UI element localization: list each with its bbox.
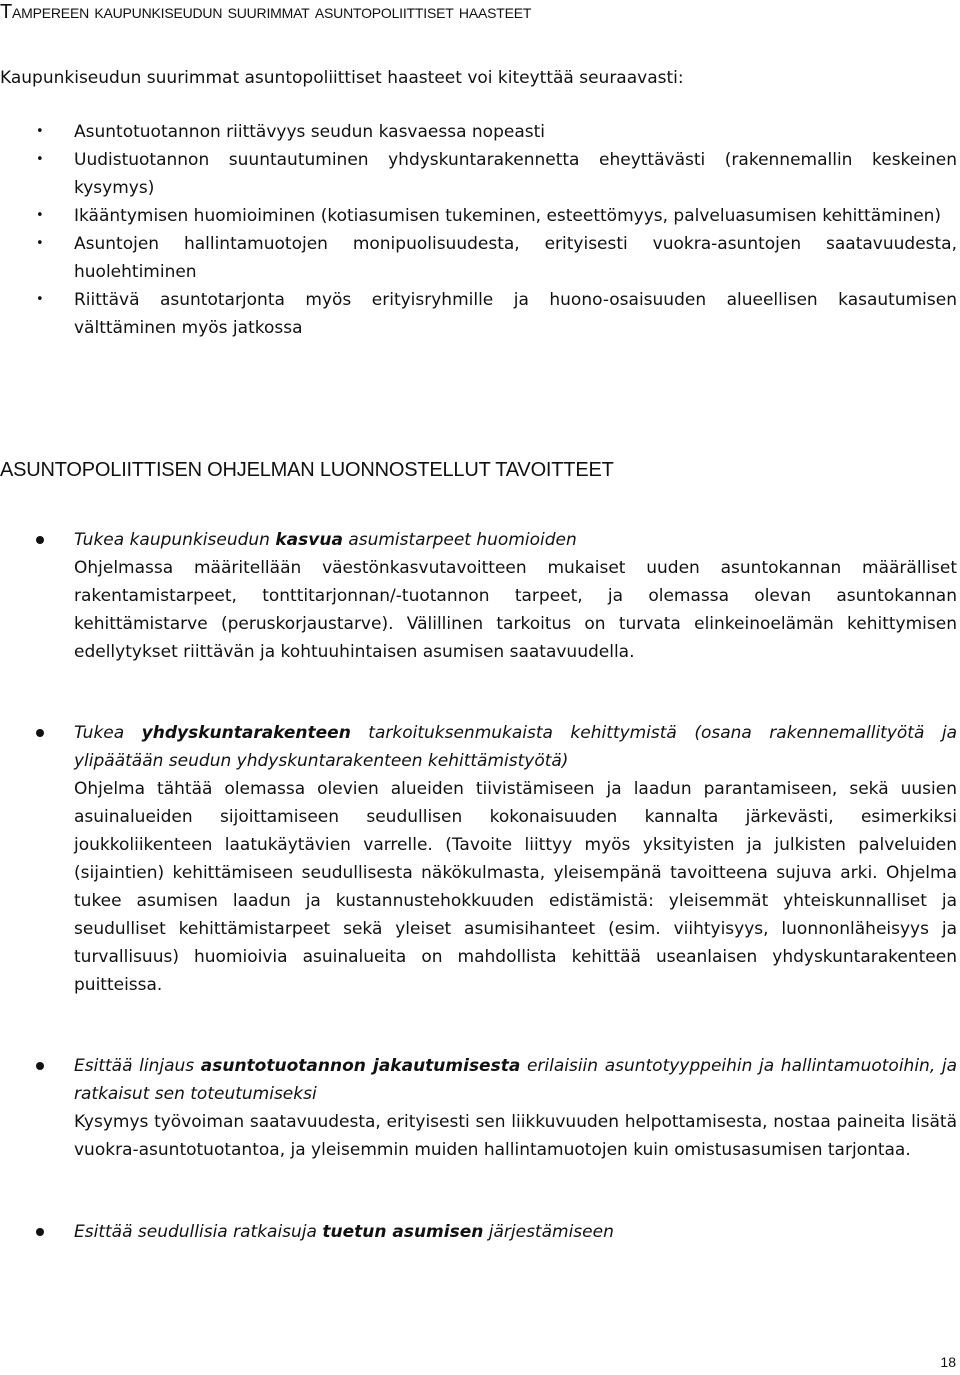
bullet-icon: •	[36, 152, 44, 167]
challenge-item-2: • Uudistuotannon suuntautuminen yhdyskuntarakennetta eheyttävästi (rakennemallin keskeinen kysymys)	[36, 146, 957, 202]
challenge-item-3: • Ikääntymisen huomioiminen (kotiasumisen tukeminen, esteettömyys, palveluasumisen kehittäminen)	[36, 202, 957, 230]
goal-heading: Esittää seudullisia ratkaisuja tuetun asumisen järjestämiseen	[36, 1218, 957, 1246]
goal-body: Ohjelma tähtää olemassa olevien alueiden tiivistämiseen ja laadun parantamiseen, sekä uusien asuinalueiden sijoittamiseen seudullisen kokonaisuuden kannalta järkevästi, esimerkiksi joukkoliikenteen laatukäytävien varrelle. (Tavoite liittyy myös yksityisten ja julkisten palveluiden (sijaintien) kehittämiseen seudullisesta näkökulmasta, yleisempänä tavoitteena sujuva arki. Ohjelma tukee asumisen laadun ja kustannustehokkuuden edistämistä: yleisemmät yhteiskunnalliset ja seudulliset kehittämistarpeet sekä yleiset asumisihanteet (esim. viihtyisyys, luonnonläheisyys ja turvallisuus) huomioivia asuinalueita on mahdollista kehittää useanlaisen yhdyskuntarakenteen puitteissa.	[74, 779, 957, 995]
goal-item-2	[36, 719, 957, 999]
goal-body: Ohjelmassa määritellään väestönkasvutavoitteen mukaiset uuden asuntokannan määrälliset rakentamistarpeet, tonttitarjonnan/-tuotannon tarpeet, ja olemassa olevan asuntokannan kehittämistarve (peruskorjaustarve). Välillinen tarkoitus on turvata elinkeinoelämän kehittymisen edellytykset riittävän ja kohtuuhintaisen asumisen saatavuudella.	[74, 558, 957, 662]
bullet-icon	[36, 729, 44, 737]
challenges-list	[36, 118, 957, 342]
goal-heading: Tukea yhdyskuntarakenteen tarkoituksenmukaista kehittymistä (osana rakennemallityötä ja ylipäätään seudun yhdyskuntarakenteen kehittämistyötä)	[36, 719, 957, 775]
bullet-icon: •	[36, 208, 44, 223]
goal-item-1	[36, 526, 957, 666]
bullet-icon: •	[36, 236, 44, 251]
section-heading-goals: ASUNTOPOLIITTISEN OHJELMAN LUONNOSTELLUT TAVOITTEET	[0, 459, 614, 481]
bullet-icon: •	[36, 124, 44, 139]
bullet-icon	[36, 1228, 44, 1236]
intro-paragraph: Kaupunkiseudun suurimmat asuntopoliittiset haasteet voi kiteyttää seuraavasti:	[0, 68, 684, 88]
bullet-icon	[36, 536, 44, 544]
section-heading-challenges: Tampereen kaupunkiseudun suurimmat asuntopoliittiset haasteet	[0, 1, 532, 23]
goal-heading: Esittää linjaus asuntotuotannon jakautumisesta erilaisiin asuntotyyppeihin ja hallintamuotoihin, ja ratkaisut sen toteutumiseksi	[36, 1052, 957, 1108]
goal-heading: Tukea kaupunkiseudun kasvua asumistarpeet huomioiden	[36, 526, 957, 554]
goal-body: Kysymys työvoiman saatavuudesta, erityisesti sen liikkuvuuden helpottamisesta, nostaa paineita lisätä vuokra-asuntotuotantoa, ja yleisemmin muiden hallintamuotojen kuin omistusasumisen tarjontaa.	[74, 1112, 957, 1160]
challenge-item-5: • Riittävä asuntotarjonta myös erityisryhmille ja huono-osaisuuden alueellisen kasautumisen välttäminen myös jatkossa	[36, 286, 957, 342]
goal-item-4	[36, 1218, 957, 1246]
challenge-item-1: • Asuntotuotannon riittävyys seudun kasvaessa nopeasti	[36, 118, 957, 146]
bullet-icon: •	[36, 292, 44, 307]
bullet-icon	[36, 1062, 44, 1070]
challenge-item-4: • Asuntojen hallintamuotojen monipuolisuudesta, erityisesti vuokra-asuntojen saatavuudesta, huolehtiminen	[36, 230, 957, 286]
goal-item-3	[36, 1052, 957, 1164]
page-number: 18	[940, 1354, 956, 1370]
